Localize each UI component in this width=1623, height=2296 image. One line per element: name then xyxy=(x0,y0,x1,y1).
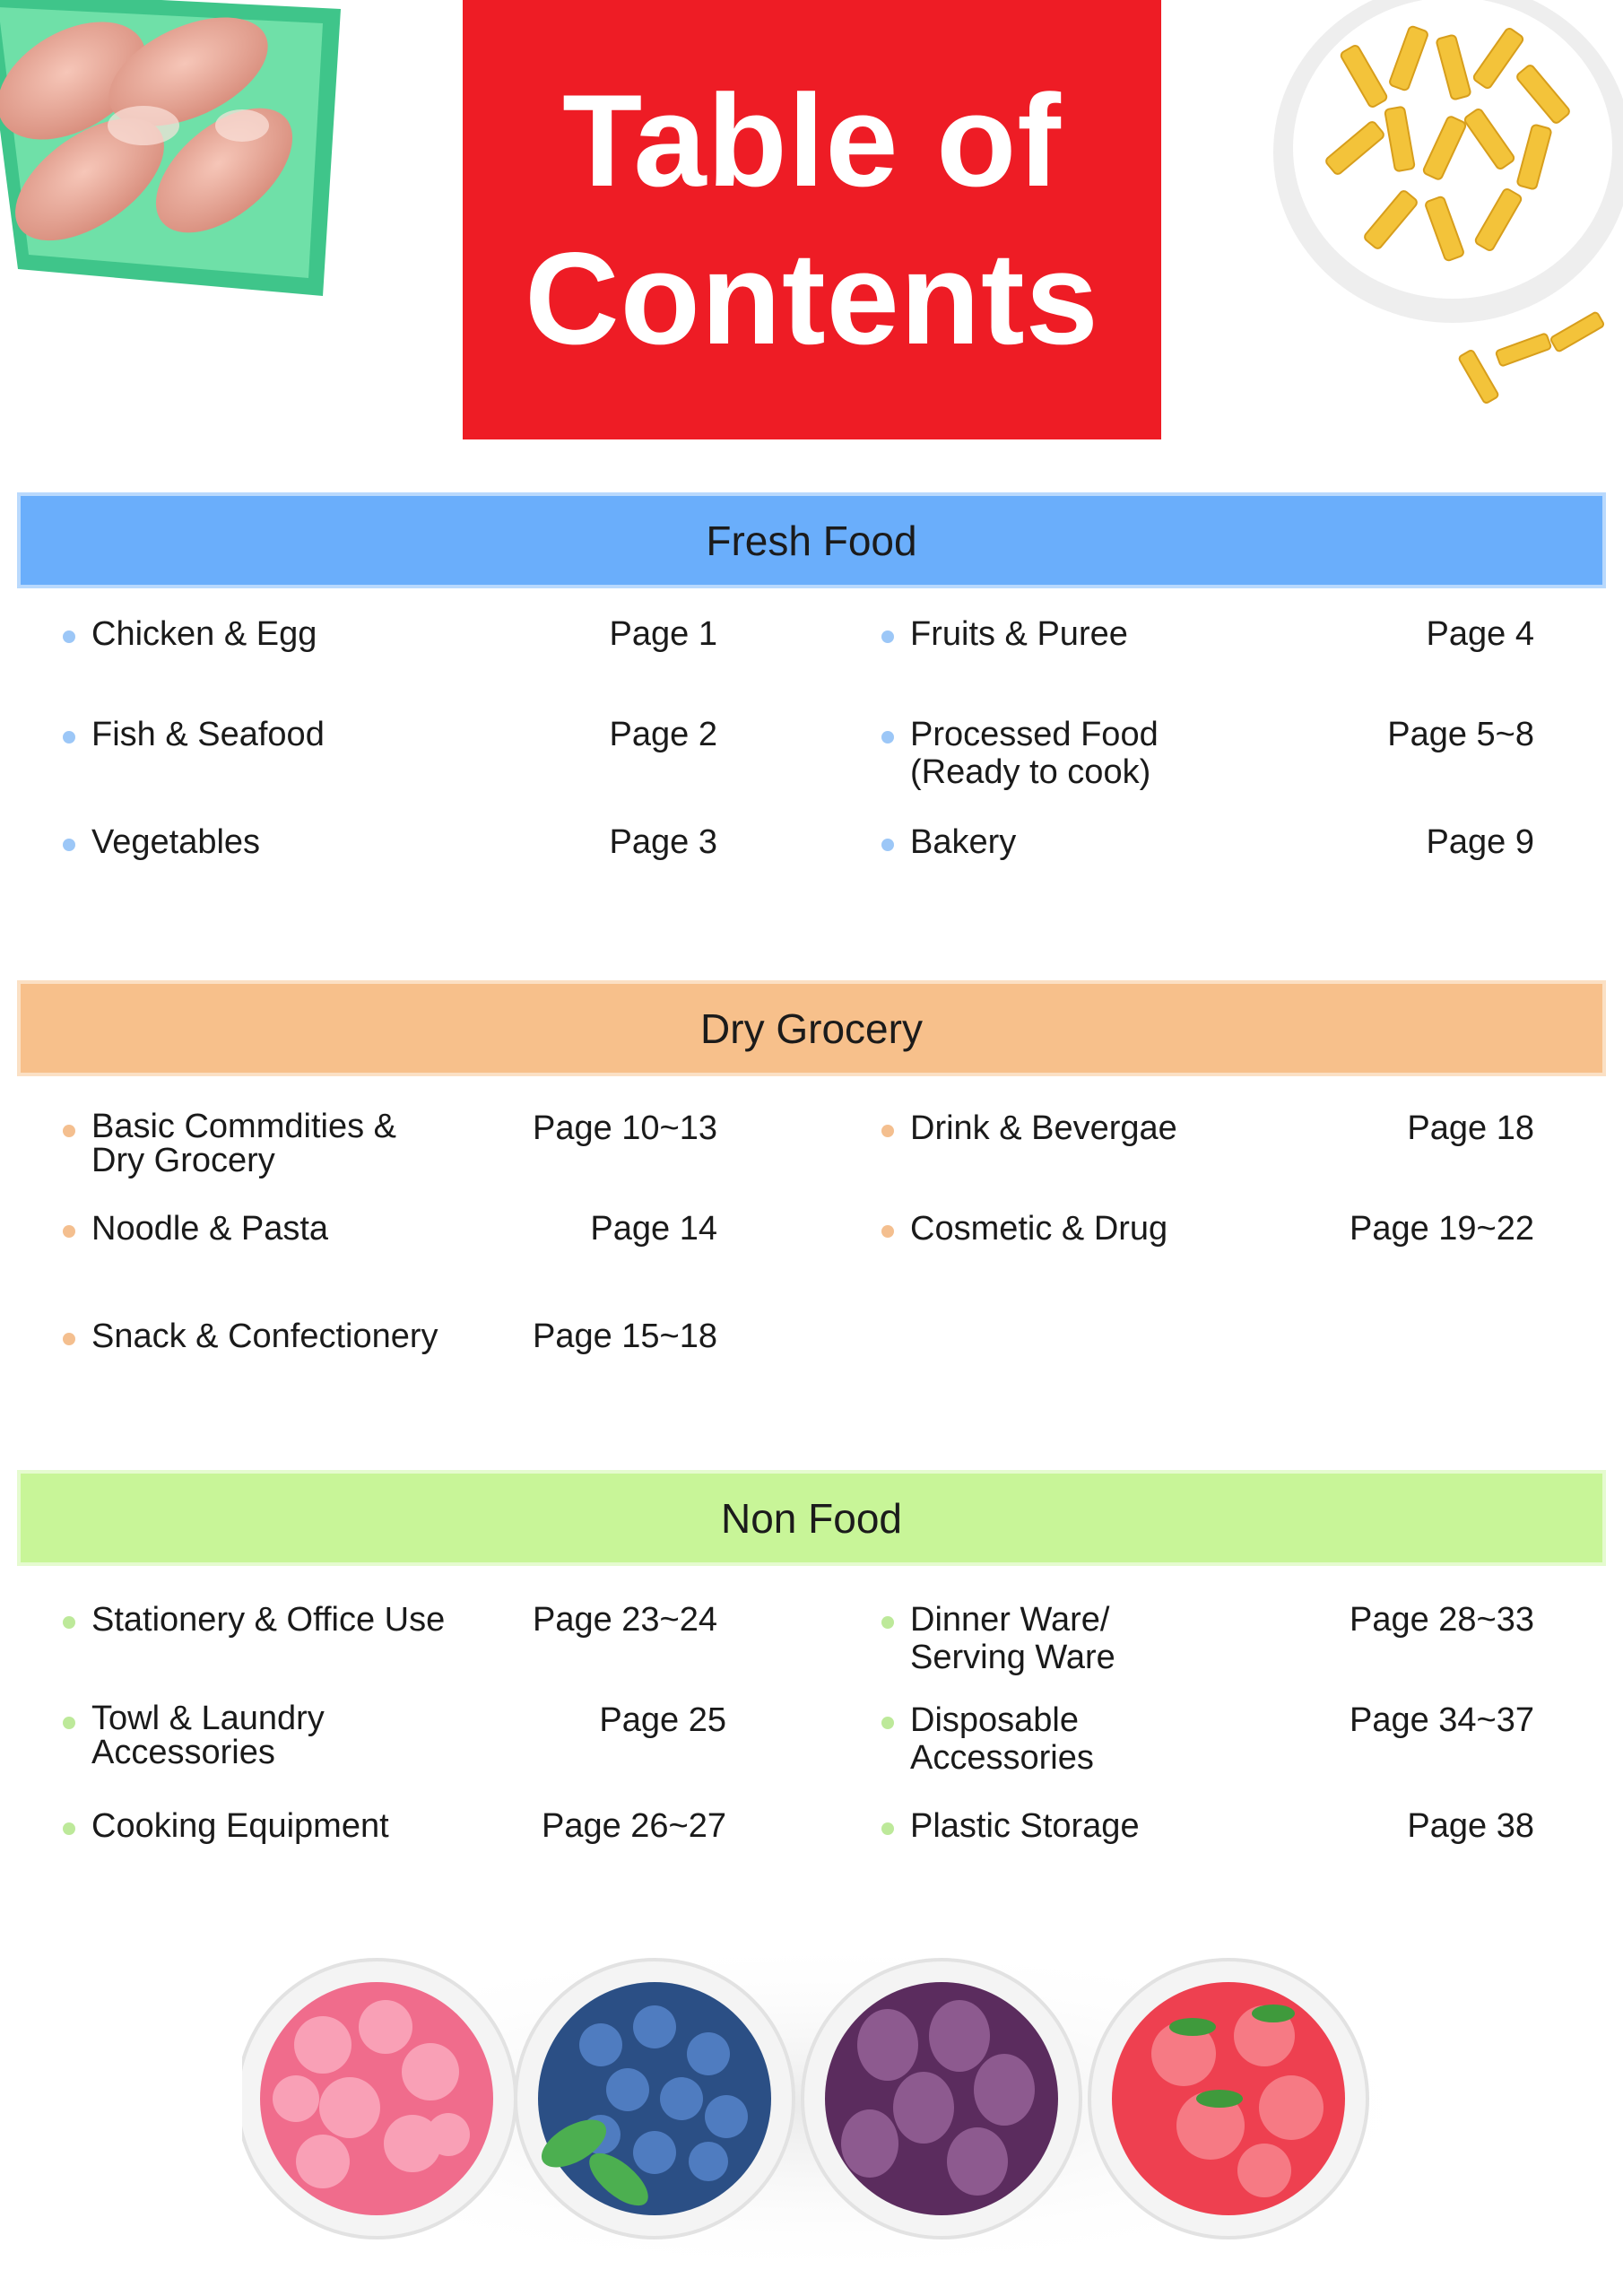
toc-entry-label: Chicken & Egg xyxy=(91,615,317,653)
toc-entry-page: Page 2 xyxy=(609,716,717,753)
raspberry-bowl-image xyxy=(242,1960,516,2238)
title-banner xyxy=(463,0,1161,439)
page-title xyxy=(525,62,1099,378)
toc-entry[interactable] xyxy=(63,1109,717,1185)
toc-entry[interactable] xyxy=(63,1601,717,1640)
toc-entry-page: Page 4 xyxy=(1426,615,1534,653)
bullet-icon xyxy=(63,1717,75,1729)
toc-entry-page: Page 26~27 xyxy=(541,1807,726,1845)
toc-entry[interactable] xyxy=(63,823,717,863)
toc-entry-label: Noodle & Pasta xyxy=(91,1210,329,1248)
chicken-tray-image xyxy=(0,0,377,332)
section-header-dry-grocery: Dry Grocery xyxy=(17,980,1606,1076)
toc-entry-label: Stationery & Office Use xyxy=(91,1601,446,1639)
toc-entry[interactable] xyxy=(881,1701,1534,1782)
toc-entry-label: Snack & Confectionery xyxy=(91,1318,438,1355)
toc-entry-page: Page 14 xyxy=(590,1210,717,1248)
bullet-icon xyxy=(881,1822,894,1835)
toc-entry[interactable] xyxy=(63,1701,726,1777)
toc-entry-label: Bakery xyxy=(910,823,1017,861)
toc-entry-label: Vegetables xyxy=(91,823,261,861)
bullet-icon xyxy=(63,1333,75,1345)
toc-entry[interactable] xyxy=(881,1109,1534,1149)
section-header-fresh-food: Fresh Food xyxy=(17,492,1606,588)
title-line-2: Contents xyxy=(525,225,1099,371)
toc-entry-label: Towl & Laundry Accessories xyxy=(91,1700,325,1771)
bullet-icon xyxy=(881,1616,894,1629)
toc-entry[interactable] xyxy=(881,1807,1534,1847)
toc-entry-label: Fruits & Puree xyxy=(910,615,1128,653)
bullet-icon xyxy=(63,1125,75,1137)
toc-entry-label: Disposable Accessories xyxy=(910,1701,1094,1777)
toc-entry-label: Plastic Storage xyxy=(910,1807,1140,1845)
toc-entry-label: Basic Commdities & Dry Grocery xyxy=(91,1108,396,1179)
toc-entry[interactable] xyxy=(63,1318,717,1357)
bullet-icon xyxy=(881,1717,894,1729)
toc-entry[interactable] xyxy=(63,1210,717,1249)
toc-entry-page: Page 28~33 xyxy=(1349,1601,1534,1639)
bullet-icon xyxy=(63,1822,75,1835)
berry-bowls-image xyxy=(242,1928,1408,2269)
toc-entry-page: Page 18 xyxy=(1407,1109,1534,1147)
toc-entry-page: Page 9 xyxy=(1426,823,1534,861)
toc-entry-page: Page 19~22 xyxy=(1349,1210,1534,1248)
bullet-icon xyxy=(63,1225,75,1238)
toc-entry[interactable] xyxy=(881,1601,1534,1682)
toc-entry[interactable] xyxy=(63,716,717,755)
toc-entry-label: Cosmetic & Drug xyxy=(910,1210,1168,1248)
toc-entry-label: Processed Food (Ready to cook) xyxy=(910,716,1159,791)
bullet-icon xyxy=(881,731,894,744)
toc-entry-label: Fish & Seafood xyxy=(91,716,325,753)
toc-entry-page: Page 34~37 xyxy=(1349,1701,1534,1739)
toc-entry-page: Page 25 xyxy=(599,1701,726,1739)
toc-entry-page: Page 23~24 xyxy=(532,1601,717,1639)
bullet-icon xyxy=(63,631,75,643)
blueberry-bowl-image xyxy=(516,1960,794,2238)
blackberry-bowl-image xyxy=(803,1960,1081,2238)
toc-entry-label: Drink & Bevergae xyxy=(910,1109,1177,1147)
toc-entry[interactable] xyxy=(63,1807,726,1847)
bullet-icon xyxy=(63,839,75,851)
toc-entry-label: Dinner Ware/ Serving Ware xyxy=(910,1601,1115,1676)
toc-entry[interactable] xyxy=(881,615,1534,655)
toc-entry-page: Page 10~13 xyxy=(532,1109,717,1147)
toc-entry-page: Page 38 xyxy=(1407,1807,1534,1845)
toc-entry-page: Page 5~8 xyxy=(1387,716,1534,753)
toc-entry-page: Page 3 xyxy=(609,823,717,861)
toc-entry-page: Page 1 xyxy=(609,615,717,653)
toc-entry[interactable] xyxy=(881,716,1534,796)
bullet-icon xyxy=(881,1125,894,1137)
section-header-non-food: Non Food xyxy=(17,1470,1606,1566)
toc-entry[interactable] xyxy=(881,1210,1534,1249)
bullet-icon xyxy=(63,1616,75,1629)
bullet-icon xyxy=(881,631,894,643)
toc-entry[interactable] xyxy=(63,615,717,655)
toc-entry-page: Page 15~18 xyxy=(532,1318,717,1355)
title-line-1: Table of xyxy=(562,67,1062,213)
bullet-icon xyxy=(881,1225,894,1238)
toc-entry[interactable] xyxy=(881,823,1534,863)
bullet-icon xyxy=(63,731,75,744)
toc-entry-label: Cooking Equipment xyxy=(91,1807,389,1845)
strawberry-bowl-image xyxy=(1089,1960,1367,2238)
bullet-icon xyxy=(881,839,894,851)
pasta-bowl-image xyxy=(1246,0,1623,430)
